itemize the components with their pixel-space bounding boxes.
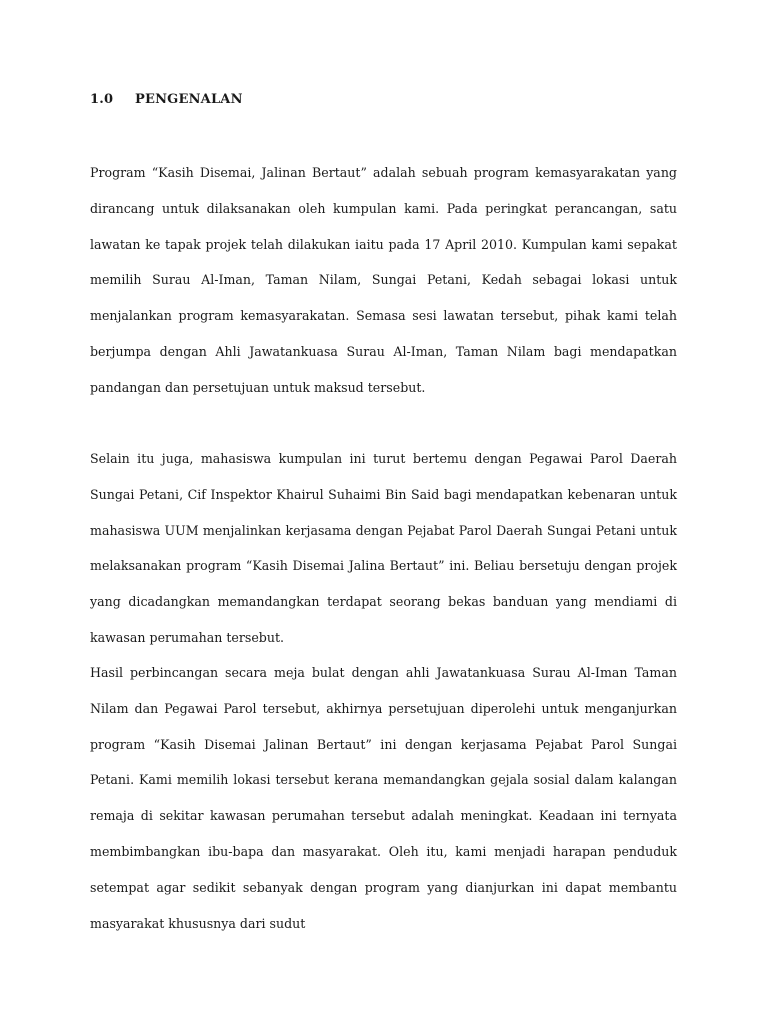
section-number: 1.0	[90, 92, 114, 107]
section-heading	[90, 92, 243, 107]
paragraph-parole-meeting: Selain itu juga, mahasiswa kumpulan ini turut bertemu dengan Pegawai Parol Daerah Sungai Petani, Cif Inspektor Khairul Suhaimi Bin Said bagi mendapatkan kebenaran untuk mahasiswa UUM menjalinkan kerjasama dengan Pejabat Parol Daerah Sungai Petani untuk melaksanakan program “Kasih Disemai Jalina Bertaut” ini. Beliau bersetuju dengan projek yang dicadangkan memandangkan terdapat seorang bekas banduan yang mendiami di kawasan perumahan tersebut.	[90, 451, 677, 645]
paragraph-intro: Program “Kasih Disemai, Jalinan Bertaut” adalah sebuah program kemasyarakatan yang dirancang untuk dilaksanakan oleh kumpulan kami. Pada peringkat perancangan, satu lawatan ke tapak projek telah dilakukan iaitu pada 17 April 2010. Kumpulan kami sepakat memilih Surau Al-Iman, Taman Nilam, Sungai Petani, Kedah sebagai lokasi untuk menjalankan program kemasyarakatan. Semasa sesi lawatan tersebut, pihak kami telah berjumpa dengan Ahli Jawatankuasa Surau Al-Iman, Taman Nilam bagi mendapatkan pandangan dan persetujuan untuk maksud tersebut.	[90, 165, 677, 395]
paragraph-discussion-result: Hasil perbincangan secara meja bulat dengan ahli Jawatankuasa Surau Al-Iman Taman Nilam dan Pegawai Parol tersebut, akhirnya persetujuan diperolehi untuk menganjurkan program “Kasih Disemai Jalinan Bertaut” ini dengan kerjasama Pejabat Parol Sungai Petani. Kami memilih lokasi tersebut kerana memandangkan gejala sosial dalam kalangan remaja di sekitar kawasan perumahan tersebut adalah meningkat. Keadaan ini ternyata membimbangkan ibu-bapa dan masyarakat. Oleh itu, kami menjadi harapan penduduk setempat agar sedikit sebanyak dengan program yang dianjurkan ini dapat membantu masyarakat khususnya dari sudut	[90, 665, 677, 931]
section-title: PENGENALAN	[135, 92, 243, 107]
